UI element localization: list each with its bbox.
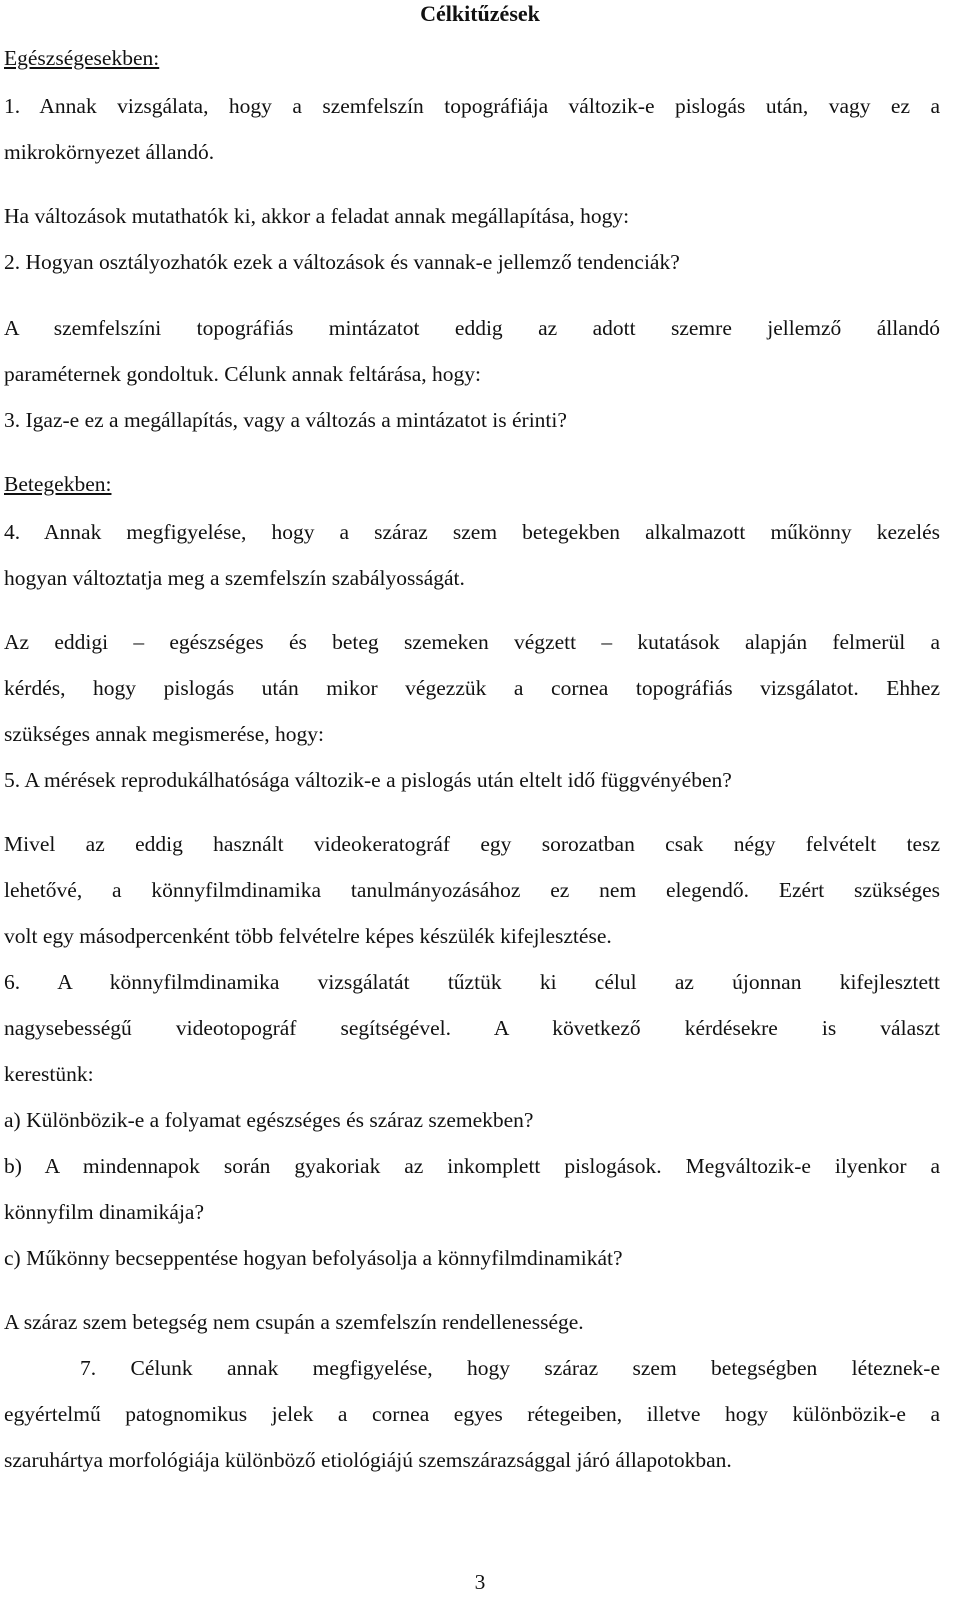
paragraph-line: lehetővé, a könnyfilmdinamika tanulmányozásához ez nem elegendő. Ezért szükséges (4, 878, 940, 902)
paragraph-line: paraméternek gondoltuk. Célunk annak feltárása, hogy: (4, 362, 482, 386)
section-heading-healthy: Egészségesekben: (4, 46, 160, 70)
paragraph-line: b) A mindennapok során gyakoriak az inkomplett pislogások. Megváltozik-e ilyenkor a (4, 1154, 940, 1178)
paragraph-line: Az eddigi – egészséges és beteg szemeken végzett – kutatások alapján felmerül a (4, 630, 940, 654)
paragraph-line: Mivel az eddig használt videokeratográf egy sorozatban csak négy felvételt tesz (4, 832, 940, 856)
paragraph-line: szaruhártya morfológiája különböző etiológiájú szemszárazsággal járó állapotokban. (4, 1448, 732, 1472)
page-number: 3 (474, 1570, 486, 1594)
paragraph-line: kérdés, hogy pislogás után mikor végezzük a cornea topográfiás vizsgálatot. Ehhez (4, 676, 940, 700)
paragraph-line: szükséges annak megismerése, hogy: (4, 722, 325, 746)
paragraph-line: A szemfelszíni topográfiás mintázatot eddig az adott szemre jellemző állandó (4, 316, 940, 340)
section-heading-patients: Betegekben: (4, 472, 112, 496)
paragraph-line: mikrokörnyezet állandó. (4, 140, 215, 164)
paragraph-line: volt egy másodpercenként több felvételre képes készülék kifejlesztése. (4, 924, 612, 948)
paragraph-line: nagysebességű videotopográf segítségével. A következő kérdésekre is választ (4, 1016, 940, 1040)
paragraph-line: 2. Hogyan osztályozhatók ezek a változások és vannak-e jellemző tendenciák? (4, 250, 680, 274)
paragraph-line: a) Különbözik-e a folyamat egészséges és száraz szemekben? (4, 1108, 534, 1132)
paragraph-line: Ha változások mutathatók ki, akkor a feladat annak megállapítása, hogy: (4, 204, 630, 228)
paragraph-line: 1. Annak vizsgálata, hogy a szemfelszín topográfiája változik-e pislogás után, vagy ez a (4, 94, 940, 118)
paragraph-line: 4. Annak megfigyelése, hogy a száraz szem betegekben alkalmazott műkönny kezelés (4, 520, 940, 544)
paragraph-line: könnyfilm dinamikája? (4, 1200, 205, 1224)
paragraph-line: A száraz szem betegség nem csupán a szemfelszín rendellenessége. (4, 1310, 584, 1334)
paragraph-line: c) Műkönny becseppentése hogyan befolyásolja a könnyfilmdinamikát? (4, 1246, 623, 1270)
paragraph-line: egyértelmű patognomikus jelek a cornea egyes rétegeiben, illetve hogy különbözik-e a (4, 1402, 940, 1426)
paragraph-line: 6. A könnyfilmdinamika vizsgálatát tűztük ki célul az újonnan kifejlesztett (4, 970, 940, 994)
page-title: Célkitűzések (420, 1, 540, 26)
paragraph-line: 5. A mérések reprodukálhatósága változik-e a pislogás után eltelt idő függvényében? (4, 768, 732, 792)
paragraph-line: kerestünk: (4, 1062, 94, 1086)
paragraph-line: 7. Célunk annak megfigyelése, hogy száraz szem betegségben léteznek-e (80, 1356, 940, 1380)
paragraph-line: hogyan változtatja meg a szemfelszín szabályosságát. (4, 566, 465, 590)
paragraph-line: 3. Igaz-e ez a megállapítás, vagy a változás a mintázatot is érinti? (4, 408, 567, 432)
